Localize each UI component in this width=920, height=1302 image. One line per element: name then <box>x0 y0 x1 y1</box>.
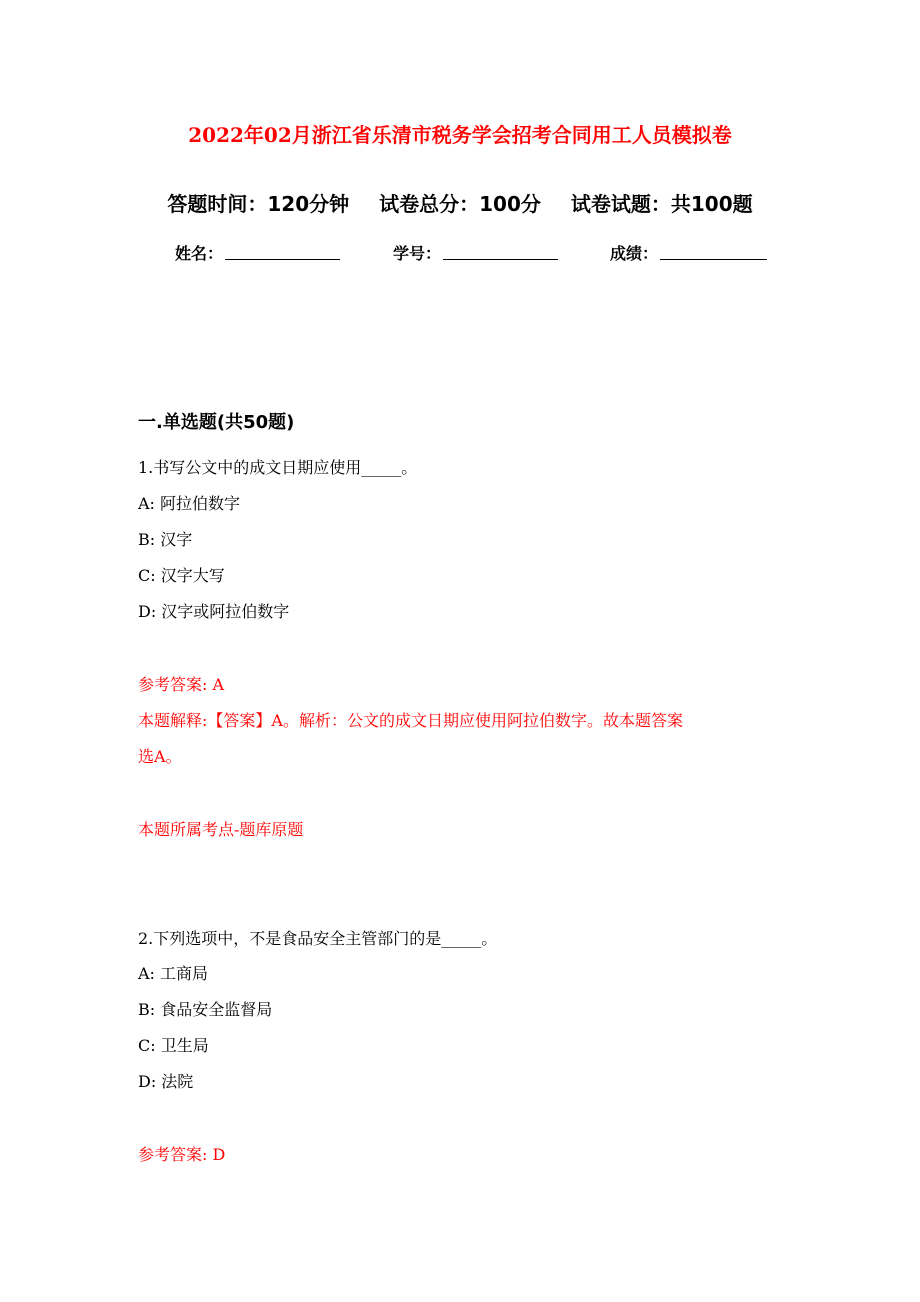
explanation-line-2: 选A。 <box>138 747 182 766</box>
name-field[interactable] <box>175 240 340 268</box>
explanation-line-1: 本题解释:【答案】A。解析：公文的成文日期应使用阿拉伯数字。故本题答案 <box>138 711 683 730</box>
option-c: C: 汉字大写 <box>138 566 225 585</box>
option-c: C: 卫生局 <box>138 1036 209 1055</box>
id-field[interactable] <box>393 240 558 268</box>
exam-time: 答题时间：120分钟 <box>167 192 350 216</box>
exam-total-score: 试卷总分：100分 <box>379 192 541 216</box>
answer: 参考答案: A <box>138 675 225 694</box>
score-label: 成绩： <box>610 244 659 263</box>
exam-title: 2022年02月浙江省乐清市税务学会招考合同用工人员模拟卷 <box>188 123 732 147</box>
section-title: 一.单选题(共50题) <box>138 412 295 433</box>
option-b: B: 食品安全监督局 <box>138 1000 273 1019</box>
exam-meta-row <box>0 188 920 220</box>
option-a: A: 阿拉伯数字 <box>138 494 241 513</box>
option-d: D: 汉字或阿拉伯数字 <box>138 602 290 621</box>
question-source: 本题所属考点-题库原题 <box>138 820 304 839</box>
exam-total-questions: 试卷试题：共100题 <box>570 192 753 216</box>
question-stem: 1.书写公文中的成文日期应使用_____。 <box>138 458 418 477</box>
option-a: A: 工商局 <box>138 964 209 983</box>
answer: 参考答案: D <box>138 1145 226 1164</box>
name-label: 姓名： <box>175 244 224 263</box>
option-d: D: 法院 <box>138 1072 194 1091</box>
score-field[interactable] <box>610 240 767 268</box>
score-blank[interactable] <box>660 240 767 260</box>
question-stem: 2.下列选项中，不是食品安全主管部门的是_____。 <box>138 929 498 948</box>
option-b: B: 汉字 <box>138 530 193 549</box>
name-blank[interactable] <box>225 240 340 260</box>
id-label: 学号： <box>393 244 442 263</box>
id-blank[interactable] <box>443 240 558 260</box>
